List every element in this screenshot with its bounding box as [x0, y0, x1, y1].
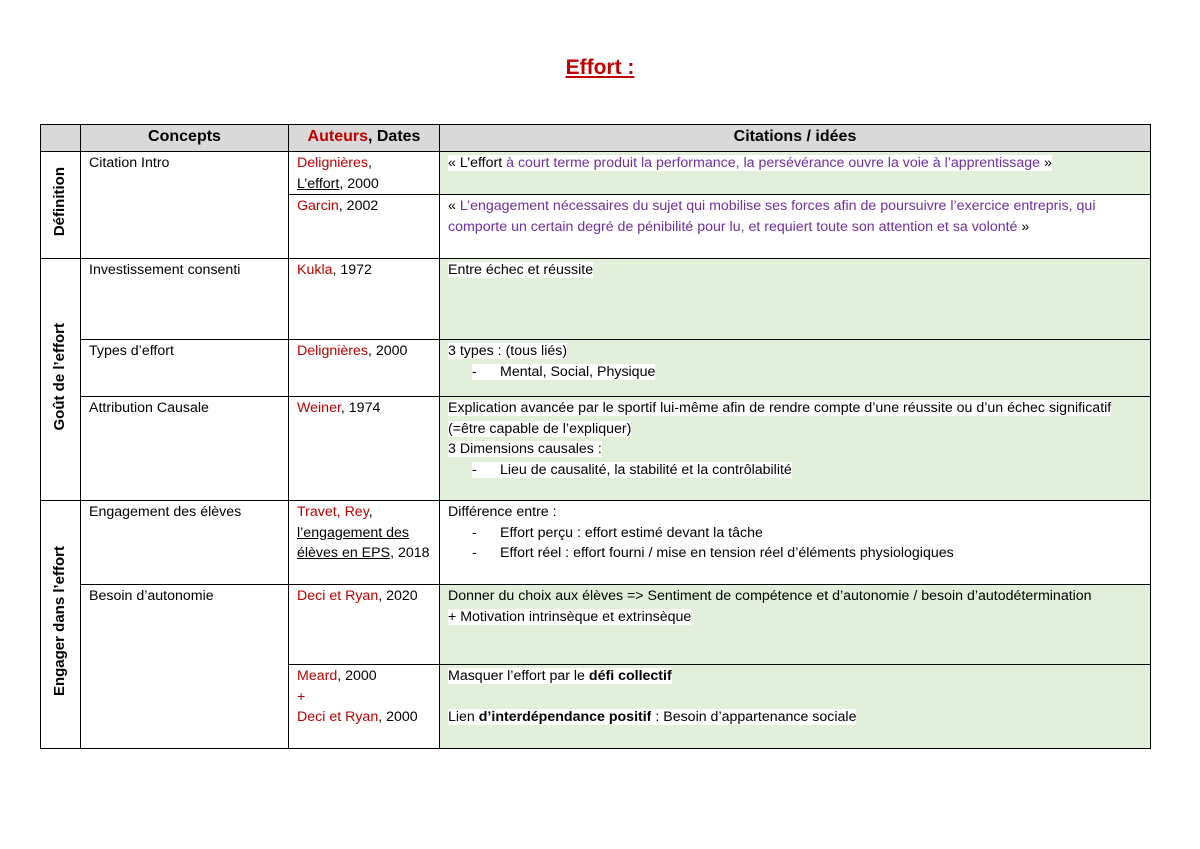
table-row	[41, 259, 1151, 340]
section-gout: Goût de l’effort	[41, 259, 81, 501]
idea-cell: Différence entre : - Effort perçu : effort estimé devant la tâche - Effort réel : effort fourni / mise en tension réel d’éléments physiologiques	[440, 501, 1151, 585]
table-row	[41, 585, 1151, 665]
idea-cell: Explication avancée par le sportif lui-même afin de rendre compte d’une réussite ou d’un échec significatif (=être capable de l’expliquer) 3 Dimensions causales : - Lieu de causalité, la stabilité et la contrôlabilité	[440, 397, 1151, 501]
table-row	[41, 501, 1151, 585]
section-definition: Définition	[41, 152, 81, 259]
table-row	[41, 340, 1151, 397]
author-cell: Meard, 2000 + Deci et Ryan, 2000	[289, 665, 440, 749]
author-cell: Kukla, 1972	[289, 259, 440, 340]
table-row	[41, 152, 1151, 195]
header-auteurs: Auteurs	[307, 128, 368, 145]
effort-table	[40, 124, 1151, 749]
quote-cell: « L’effort à court terme produit la performance, la persévérance ouvre la voie à l’apprentissage »	[440, 152, 1151, 195]
author-cell: Delignières, 2000	[289, 340, 440, 397]
idea-cell: 3 types : (tous liés) - Mental, Social, Physique	[440, 340, 1151, 397]
header-row	[41, 125, 1151, 152]
header-auteurs-dates	[289, 125, 440, 152]
concept-cell: Types d’effort	[81, 340, 289, 397]
concept-cell: Citation Intro	[81, 152, 289, 259]
author-cell: Travet, Rey, l’engagement des élèves en EPS, 2018	[289, 501, 440, 585]
idea-cell: Donner du choix aux élèves => Sentiment de compétence et d’autonomie / besoin d’autodétermination + Motivation intrinsèque et extrinsèque	[440, 585, 1151, 665]
quote-cell: « L’engagement nécessaires du sujet qui mobilise ses forces afin de poursuivre l’exercice entrepris, qui comporte un certain degré de pénibilité pour lu, et requiert toute son attention et sa volonté »	[440, 195, 1151, 259]
idea-cell: Entre échec et réussite	[440, 259, 1151, 340]
header-concepts: Concepts	[81, 125, 289, 152]
idea-cell: Masquer l’effort par le défi collectif Lien d’interdépendance positif : Besoin d’appartenance sociale	[440, 665, 1151, 749]
concept-cell: Besoin d’autonomie	[81, 585, 289, 749]
header-dates: , Dates	[367, 128, 421, 145]
author-cell: Garcin, 2002	[289, 195, 440, 259]
concept-cell: Attribution Causale	[81, 397, 289, 501]
concept-cell: Engagement des élèves	[81, 501, 289, 585]
author-cell: Delignières, L’effort, 2000	[289, 152, 440, 195]
page-title: Effort :	[565, 56, 635, 79]
table-row	[41, 397, 1151, 501]
concept-cell: Investissement consenti	[81, 259, 289, 340]
header-empty	[41, 125, 81, 152]
section-engager: Engager dans l’effort	[41, 501, 81, 749]
author-cell: Weiner, 1974	[289, 397, 440, 501]
author-cell: Deci et Ryan, 2020	[289, 585, 440, 665]
header-citations: Citations / idées	[440, 125, 1151, 152]
